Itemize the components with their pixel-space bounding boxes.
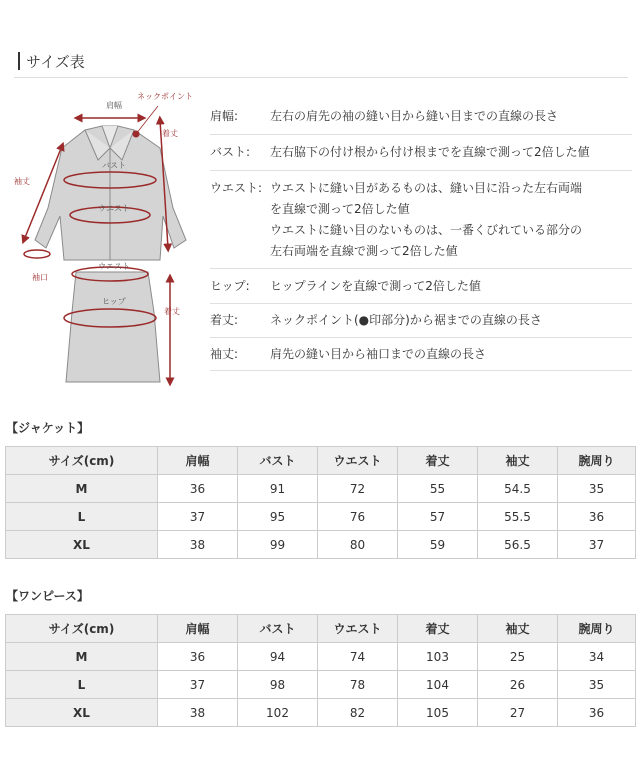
size-cell: M (6, 643, 158, 671)
table-cell: 76 (318, 503, 398, 531)
table-row (6, 671, 636, 699)
header-waist: ウエスト (318, 615, 398, 643)
table-row (6, 643, 636, 671)
table-cell: 98 (238, 671, 318, 699)
divider (210, 370, 632, 371)
table-cell: 74 (318, 643, 398, 671)
title-accent-bar (18, 52, 20, 70)
title-row (14, 52, 628, 78)
table-cell: 36 (558, 503, 636, 531)
header-size: サイズ(cm) (6, 447, 158, 475)
table-cell: 55 (398, 475, 478, 503)
table-cell: 72 (318, 475, 398, 503)
table-cell: 99 (238, 531, 318, 559)
table-cell: 37 (158, 503, 238, 531)
table-cell: 37 (558, 531, 636, 559)
table-cell: 55.5 (478, 503, 558, 531)
header-bust: バスト (238, 615, 318, 643)
table-row (6, 699, 636, 727)
table-cell: 80 (318, 531, 398, 559)
label-length-bottom: 着丈 (164, 307, 180, 316)
jacket-section-label: 【ジャケット】 (6, 421, 90, 435)
table-cell: 26 (478, 671, 558, 699)
table-row (6, 531, 636, 559)
table-cell: 54.5 (478, 475, 558, 503)
jacket-size-table (5, 446, 636, 559)
table-cell: 95 (238, 503, 318, 531)
size-cell: L (6, 671, 158, 699)
table-cell: 25 (478, 643, 558, 671)
table-cell: 56.5 (478, 531, 558, 559)
table-cell: 27 (478, 699, 558, 727)
header-bust: バスト (238, 447, 318, 475)
table-cell: 36 (558, 699, 636, 727)
label-bust: バスト (102, 161, 126, 170)
table-cell: 104 (398, 671, 478, 699)
table-cell: 36 (158, 475, 238, 503)
label-cuff: 袖口 (32, 273, 48, 282)
table-cell: 59 (398, 531, 478, 559)
table-cell: 105 (398, 699, 478, 727)
table-cell: 34 (558, 643, 636, 671)
label-waist-top: ウエスト (98, 204, 130, 213)
divider (210, 268, 632, 269)
label-waist-bottom: ウエスト (98, 262, 130, 271)
divider (210, 303, 632, 304)
table-cell: 37 (158, 671, 238, 699)
table-cell: 94 (238, 643, 318, 671)
header-sleeve: 袖丈 (478, 447, 558, 475)
table-cell: 57 (398, 503, 478, 531)
measurement-diagram (10, 90, 205, 395)
header-length: 着丈 (398, 447, 478, 475)
table-cell: 38 (158, 531, 238, 559)
header-size: サイズ(cm) (6, 615, 158, 643)
label-shoulder: 肩幅 (106, 101, 122, 110)
size-cell: L (6, 503, 158, 531)
header-shoulder: 肩幅 (158, 615, 238, 643)
dress-size-table (5, 614, 636, 727)
page-title: サイズ表 (26, 53, 85, 71)
dress-section-label: 【ワンピース】 (6, 589, 89, 603)
table-header-row (6, 447, 636, 475)
header-waist: ウエスト (318, 447, 398, 475)
header-shoulder: 肩幅 (158, 447, 238, 475)
divider (210, 337, 632, 338)
table-cell: 103 (398, 643, 478, 671)
table-cell: 102 (238, 699, 318, 727)
size-cell: M (6, 475, 158, 503)
table-cell: 82 (318, 699, 398, 727)
table-cell: 38 (158, 699, 238, 727)
label-length-top: 着丈 (162, 129, 178, 138)
label-neck-point: ネックポイント (137, 92, 193, 101)
size-cell: XL (6, 531, 158, 559)
jacket-illustration (35, 126, 186, 260)
header-arm: 腕周り (558, 447, 636, 475)
header-length: 着丈 (398, 615, 478, 643)
table-row (6, 503, 636, 531)
table-header-row (6, 615, 636, 643)
header-sleeve: 袖丈 (478, 615, 558, 643)
table-cell: 91 (238, 475, 318, 503)
header-arm: 腕周り (558, 615, 636, 643)
label-sleeve: 袖丈 (14, 177, 30, 186)
label-hip: ヒップ (102, 297, 126, 306)
divider (210, 170, 632, 171)
table-cell: 35 (558, 671, 636, 699)
size-cell: XL (6, 699, 158, 727)
table-cell: 35 (558, 475, 636, 503)
table-cell: 78 (318, 671, 398, 699)
table-row (6, 475, 636, 503)
divider (210, 134, 632, 135)
table-cell: 36 (158, 643, 238, 671)
